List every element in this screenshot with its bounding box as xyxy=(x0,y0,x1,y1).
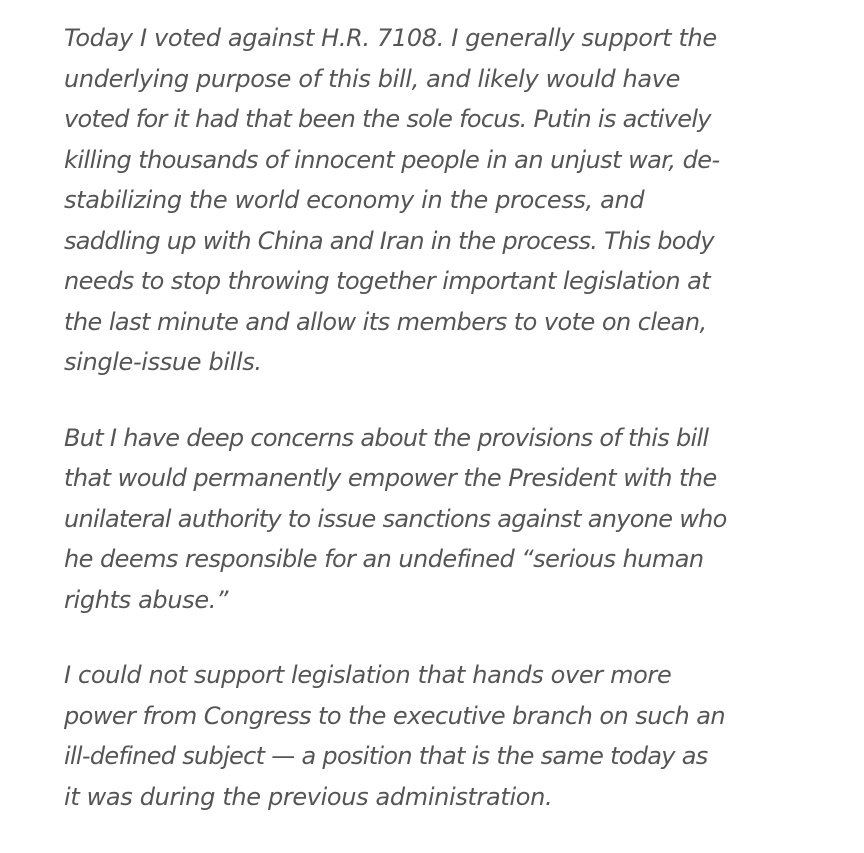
text-line: saddling up with China and Iran in the process. This body xyxy=(64,226,714,255)
text-line: voted for it had that been the sole focus. Putin is actively xyxy=(64,105,711,133)
text-line: But I have deep concerns about the provisions of this bill xyxy=(64,423,709,452)
text-line: Today I voted against H.R. 7108. I generally support the xyxy=(64,24,717,52)
text-line: that would permanently empower the President with the xyxy=(64,464,717,492)
text-line: killing thousands of innocent people in an unjust war, de- xyxy=(64,145,720,174)
text-line: unilateral authority to issue sanctions against anyone who xyxy=(64,504,727,533)
paragraph-1 xyxy=(64,18,854,383)
text-line: I could not support legislation that hands over more xyxy=(64,661,672,689)
text-line: rights abuse.” xyxy=(64,585,229,614)
text-line: stabilizing the world economy in the process, and xyxy=(64,186,645,214)
text-line: the last minute and allow its members to vote on clean, xyxy=(64,307,707,336)
paragraph-3 xyxy=(64,655,854,817)
text-line: it was during the previous administration. xyxy=(64,782,553,811)
paragraph-2 xyxy=(64,418,854,621)
text-line: ill-defined subject — a position that is the same today as xyxy=(64,742,708,770)
text-line: single-issue bills. xyxy=(64,348,262,376)
statement-text xyxy=(64,18,854,817)
text-line: needs to stop throwing together important legislation at xyxy=(64,267,711,295)
text-line: power from Congress to the executive branch on such an xyxy=(64,701,726,730)
text-line: underlying purpose of this bill, and likely would have xyxy=(64,64,681,93)
text-line: he deems responsible for an undefined “serious human xyxy=(64,545,704,573)
